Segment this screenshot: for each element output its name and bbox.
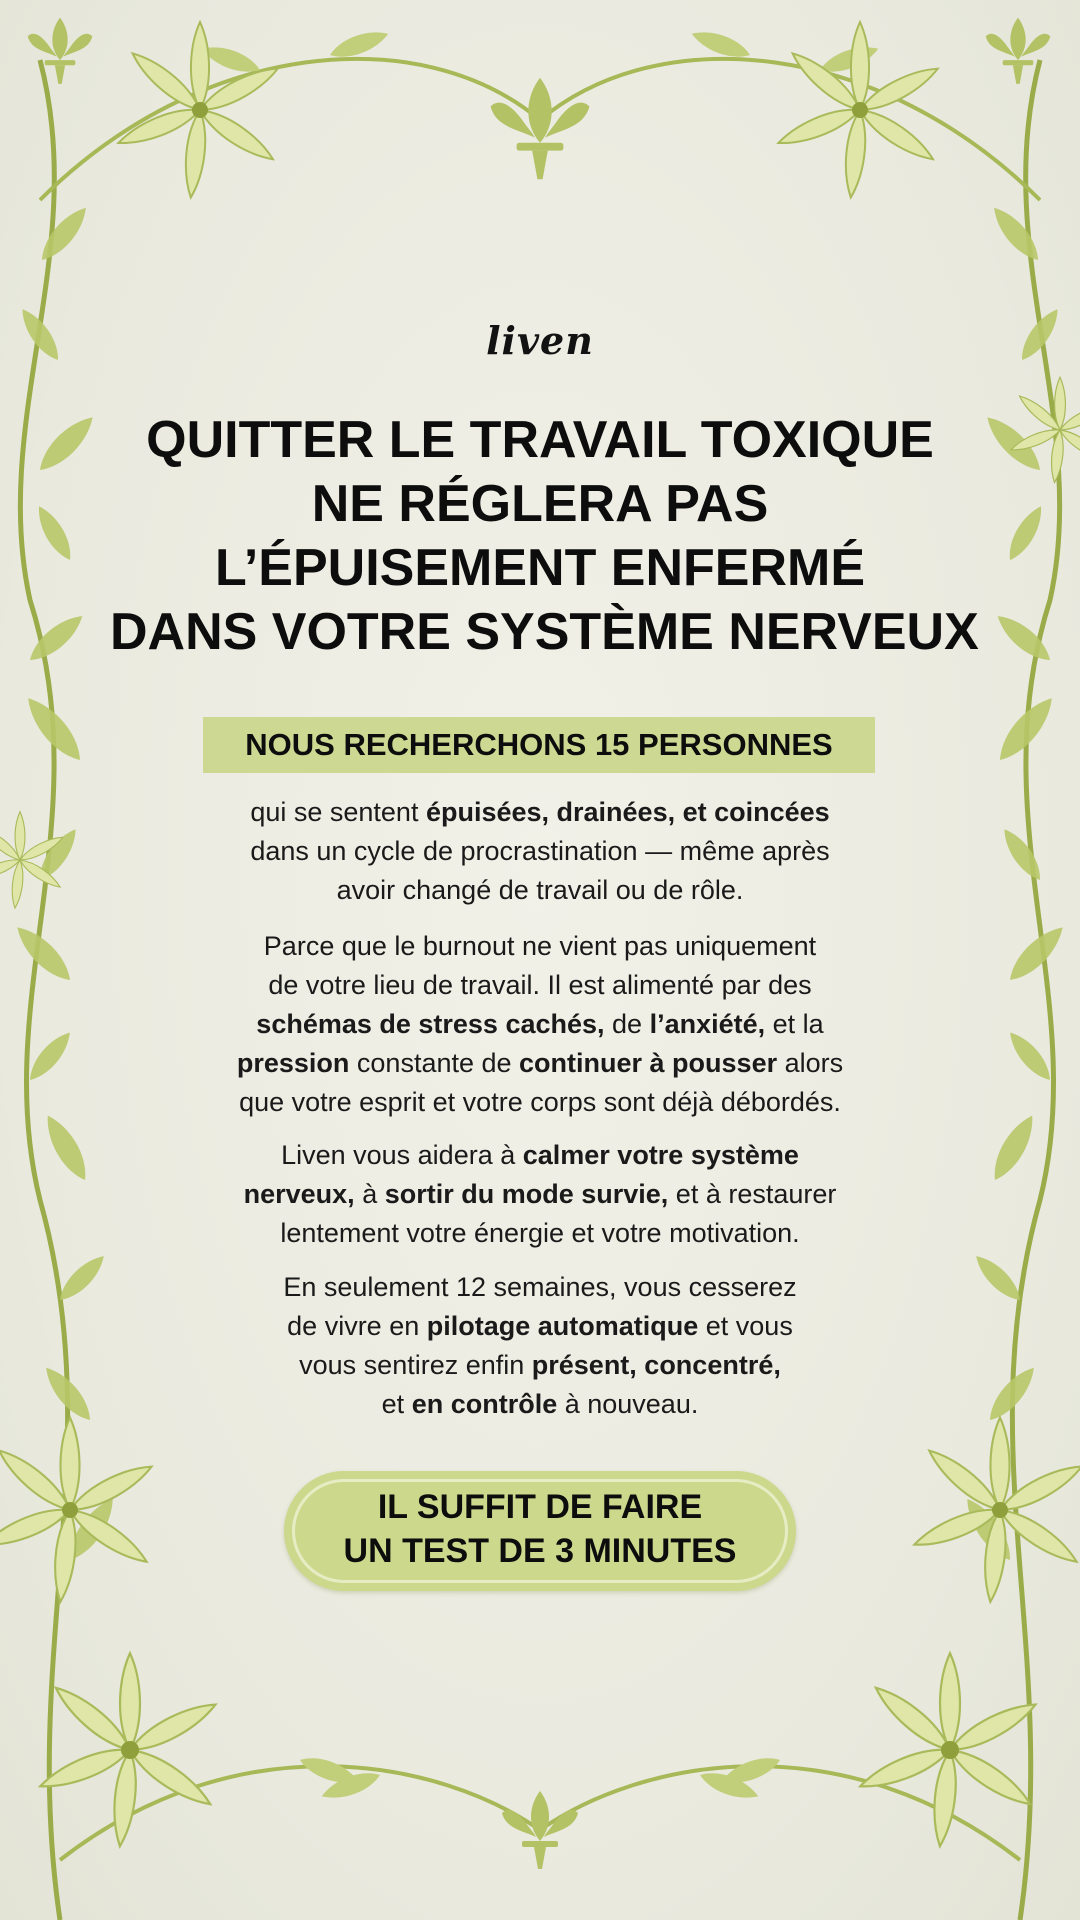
text-run: et la: [765, 1009, 824, 1039]
headline: [110, 408, 979, 664]
cta-label: [284, 1485, 796, 1573]
text-run: lentement votre énergie et votre motivation.: [280, 1218, 800, 1248]
paragraph-line: [150, 793, 930, 832]
bold-text: l’anxiété,: [649, 1009, 766, 1039]
text-run: à: [354, 1179, 385, 1209]
bold-text: continuer à pousser: [519, 1048, 778, 1078]
bold-text: schémas de stress cachés,: [256, 1009, 605, 1039]
paragraph-line: [150, 871, 930, 910]
bold-text: épuisées, drainées, et coincées: [425, 797, 830, 827]
paragraph-line: [150, 1307, 930, 1346]
text-run: et vous: [698, 1311, 793, 1341]
text-run: vous sentirez enfin: [299, 1350, 532, 1380]
paragraph-line: [150, 1044, 930, 1083]
brand-logo: liven: [486, 318, 594, 363]
headline-line: NE RÉGLERA PAS: [311, 475, 769, 533]
bold-text: pression: [236, 1048, 350, 1078]
text-run: constante de: [349, 1048, 520, 1078]
paragraph-3: [150, 1136, 930, 1253]
paragraph-line: [150, 927, 930, 966]
bold-text: sortir du mode survie,: [384, 1179, 669, 1209]
recruiting-banner: NOUS RECHERCHONS 15 PERSONNES: [203, 717, 875, 773]
text-run: Parce que le burnout ne vient pas uniquement: [263, 931, 817, 961]
headline-line: L’ÉPUISEMENT ENFERMÉ: [214, 539, 866, 597]
bold-text: pilotage automatique: [426, 1311, 699, 1341]
text-run: En seulement 12 semaines, vous cesserez: [283, 1272, 797, 1302]
text-run: et: [381, 1389, 412, 1419]
text-run: de: [604, 1009, 650, 1039]
text-run: dans un cycle de procrastination — même après: [250, 836, 830, 866]
text-run: de votre lieu de travail. Il est alimenté par des: [268, 970, 812, 1000]
take-test-button[interactable]: [284, 1471, 796, 1591]
bold-text: présent, concentré,: [531, 1350, 781, 1380]
text-run: à nouveau.: [557, 1389, 699, 1419]
bold-text: calmer votre système: [522, 1140, 799, 1170]
cta-line: IL SUFFIT DE FAIRE: [377, 1488, 703, 1526]
bold-text: nerveux,: [243, 1179, 355, 1209]
text-run: que votre esprit et votre corps sont déjà débordés.: [239, 1087, 841, 1117]
paragraph-1: [150, 793, 930, 910]
paragraph-line: [150, 1175, 930, 1214]
text-run: Liven vous aidera à: [281, 1140, 523, 1170]
paragraph-line: [150, 1346, 930, 1385]
paragraph-line: [150, 1214, 930, 1253]
paragraph-4: [150, 1268, 930, 1424]
paragraph-line: [150, 1083, 930, 1122]
cta-line: UN TEST DE 3 MINUTES: [343, 1532, 737, 1570]
text-run: qui se sentent: [250, 797, 426, 827]
text-run: de vivre en: [287, 1311, 427, 1341]
headline-line: QUITTER LE TRAVAIL TOXIQUE: [146, 411, 934, 469]
paragraph-line: [150, 1005, 930, 1044]
fleur-de-lis-icon: [491, 78, 590, 179]
paragraph-2: [150, 927, 930, 1122]
headline-line: DANS VOTRE SYSTÈME NERVEUX: [110, 603, 979, 661]
paragraph-line: [150, 1268, 930, 1307]
text-run: et à restaurer: [668, 1179, 837, 1209]
paragraph-line: [150, 966, 930, 1005]
paragraph-line: [150, 832, 930, 871]
text-run: alors: [777, 1048, 844, 1078]
bold-text: en contrôle: [411, 1389, 558, 1419]
text-run: avoir changé de travail ou de rôle.: [336, 875, 744, 905]
paragraph-line: [150, 1385, 930, 1424]
paragraph-line: [150, 1136, 930, 1175]
